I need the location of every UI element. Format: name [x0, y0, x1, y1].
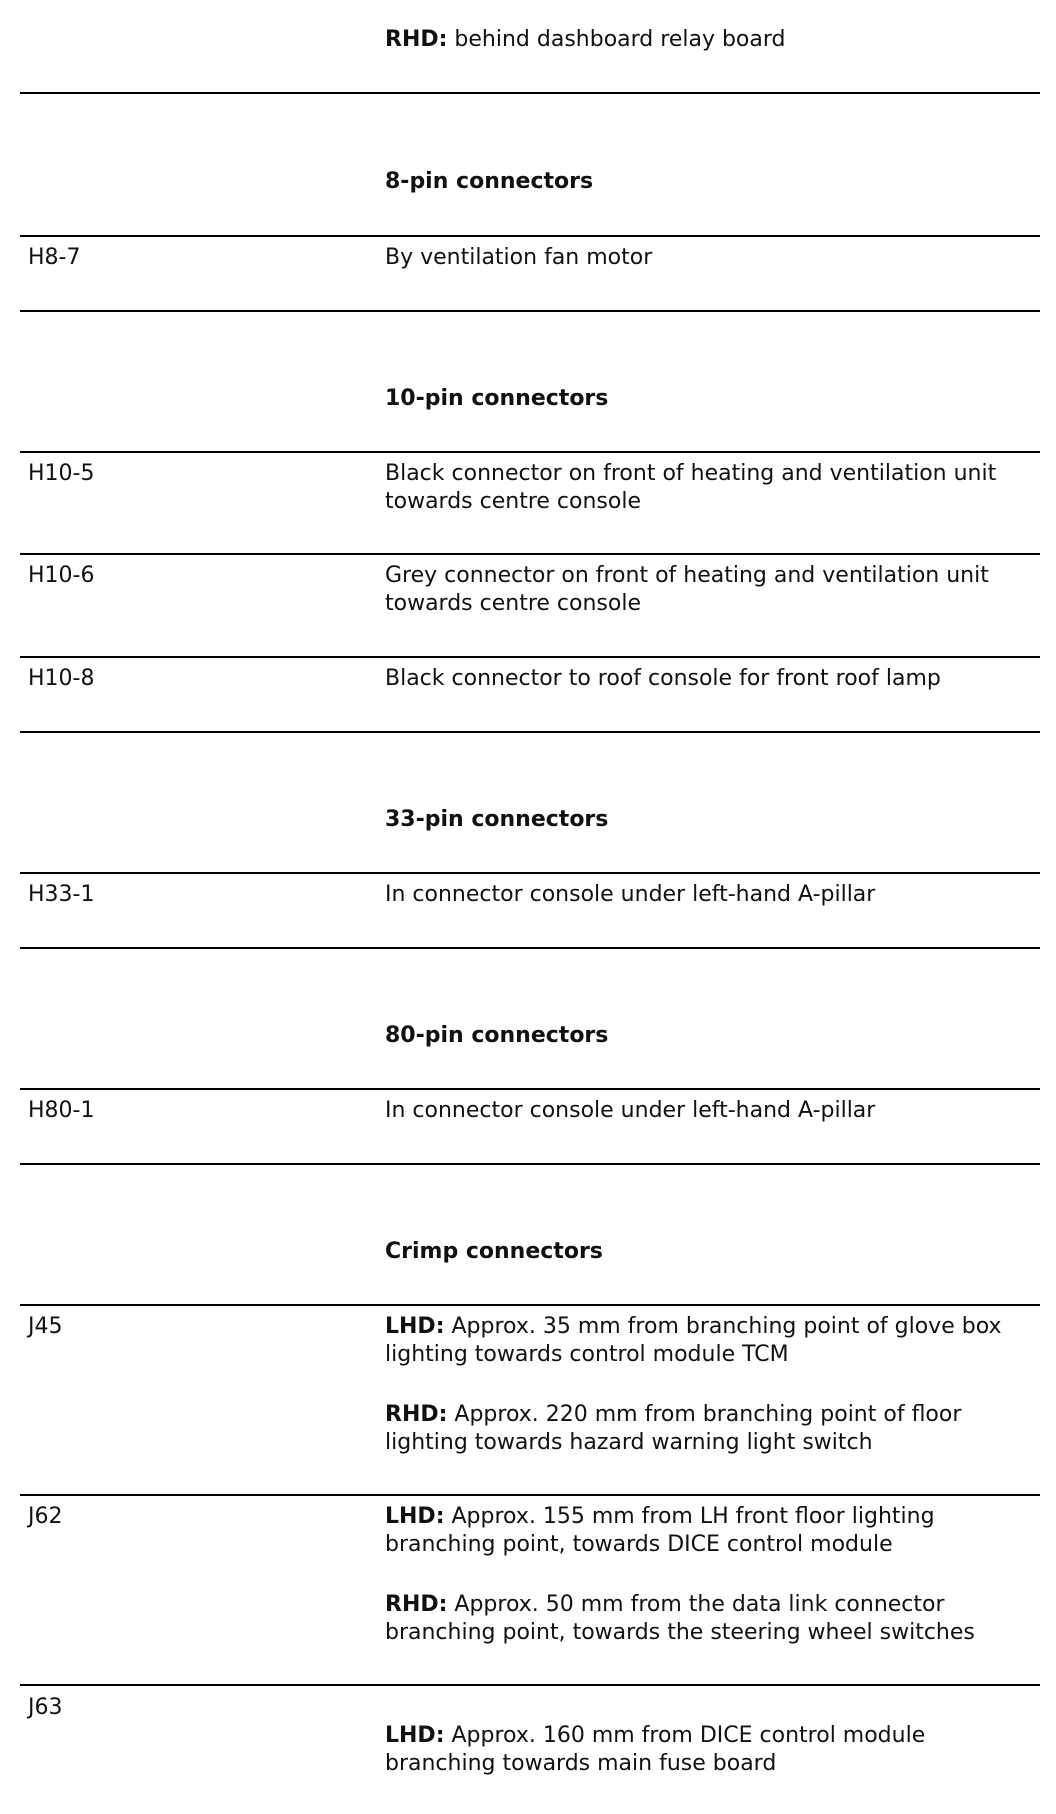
connector-code: H80-1 — [28, 1098, 95, 1123]
connector-location-lhd — [385, 1503, 1035, 1559]
lhd-text: Approx. 35 mm from branching point of glove box lighting towards control module TCM — [385, 1314, 1002, 1367]
divider — [20, 310, 1040, 312]
divider — [20, 731, 1040, 733]
section-heading-80-pin: 80-pin connectors — [385, 1023, 609, 1048]
lhd-label: LHD: — [385, 1723, 445, 1748]
lhd-text: Approx. 155 mm from LH front floor lighting branching point, towards DICE control module — [385, 1504, 935, 1557]
connector-location: Black connector to roof console for front roof lamp — [385, 666, 941, 691]
rhd-label: RHD: — [385, 1592, 448, 1617]
section-heading-33-pin: 33-pin connectors — [385, 807, 609, 832]
connector-code: H33-1 — [28, 882, 95, 907]
section-heading-10-pin: 10-pin connectors — [385, 386, 609, 411]
divider — [20, 1494, 1040, 1496]
connector-code: J45 — [28, 1314, 63, 1339]
connector-code: H10-5 — [28, 461, 95, 486]
connector-location-rhd — [385, 1401, 1035, 1457]
divider — [20, 872, 1040, 874]
rhd-label: RHD: — [385, 1402, 448, 1427]
connector-location: Grey connector on front of heating and ventilation unit towards centre console — [385, 563, 989, 616]
divider — [20, 451, 1040, 453]
rhd-label: RHD: — [385, 27, 448, 52]
connector-location: By ventilation fan motor — [385, 245, 653, 270]
divider — [20, 1088, 1040, 1090]
connector-code: H10-8 — [28, 666, 95, 691]
connector-location: In connector console under left-hand A-pillar — [385, 1098, 876, 1123]
top-note — [385, 26, 1035, 54]
connector-location-rhd — [385, 1591, 1035, 1647]
connector-location-lhd — [385, 1313, 1035, 1369]
top-note-text: behind dashboard relay board — [454, 27, 786, 52]
section-heading-crimp: Crimp connectors — [385, 1239, 603, 1264]
connector-location: In connector console under left-hand A-pillar — [385, 882, 876, 907]
connector-location: Black connector on front of heating and ventilation unit towards centre console — [385, 461, 997, 514]
rhd-text: Approx. 220 mm from branching point of floor lighting towards hazard warning light switch — [385, 1402, 962, 1455]
connector-code: H10-6 — [28, 563, 95, 588]
connector-code: J62 — [28, 1504, 63, 1529]
section-heading-8-pin: 8-pin connectors — [385, 169, 594, 194]
lhd-text: Approx. 160 mm from DICE control module branching towards main fuse board — [385, 1723, 926, 1776]
divider — [20, 1304, 1040, 1306]
divider — [20, 656, 1040, 658]
divider — [20, 1163, 1040, 1165]
divider — [20, 92, 1040, 94]
connector-location-lhd — [385, 1722, 1035, 1778]
divider — [20, 947, 1040, 949]
divider — [20, 235, 1040, 237]
divider — [20, 1684, 1040, 1686]
connector-code: J63 — [28, 1695, 63, 1720]
connector-code: H8-7 — [28, 245, 81, 270]
divider — [20, 553, 1040, 555]
lhd-label: LHD: — [385, 1504, 445, 1529]
rhd-text: Approx. 50 mm from the data link connector branching point, towards the steering wheel switches — [385, 1592, 975, 1645]
lhd-label: LHD: — [385, 1314, 445, 1339]
